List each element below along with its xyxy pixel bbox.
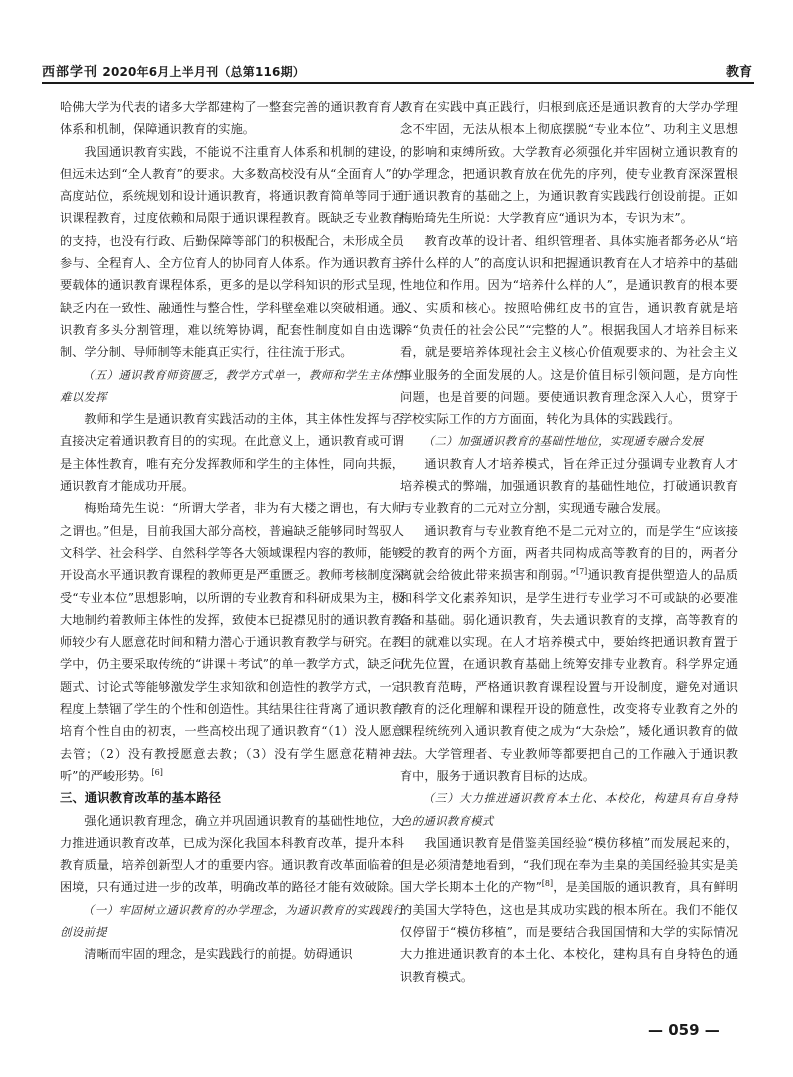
paragraph-text: 我国通识教育是借鉴美国经验“模仿移植”而发展起来的，但是必须清楚地看到，“我们现在奉为圭臬的美国经验其实是美国大学长期本土化的产物”	[400, 835, 738, 895]
paragraph-text: 哈佛大学为代表的诸多大学都建构了一整套完善的通识教育育人体系和机制，保障通识教育的实施。	[60, 100, 404, 137]
paragraph-text: 强化通识教育理念，确立并巩固通识教育的基础性地位，大力推进通识教育改革，已成为深化我国本科教育改革，提升本科教育质量，培养创新型人才的重要内容。通识教育改革面临着的困境，只有通过进一步的改革，明确改革的路径才能有效破除。	[60, 813, 404, 895]
paragraph-text-continued: 通识教育提供塑造人的品质和科学文化素养知识，是学生进行专业学习不可或缺的必要准备和基础。弱化通识教育，失去通识教育的支撑，高等教育的目的就难以实现。在人才培养模式中，要始终把通识教育置于优先位置，在通识教育基础上统筹安排专业教育。科学界定通识教育范畴，严格通识教育课程设置与开设制度，避免对通识教育的泛化理解和课程开设的随意性，改变将专业教育之外的课程统统列入通识教育使之成为“大杂烩”，矮化通识教育的做法。大学管理者、专业教师等都要把自己的工作融入于通识教育中，服务于通识教育目标的达成。	[400, 568, 738, 783]
body-paragraph	[60, 96, 404, 141]
body-paragraph	[60, 141, 404, 364]
paragraph-text: （二）加强通识教育的基础性地位，实现通专融合发展	[422, 434, 704, 449]
body-paragraph	[400, 230, 738, 431]
paragraph-text: 我国通识教育实践，不能说不注重育人体系和机制的建设，但远未达到“全人教育”的要求。大多数高校没有从“全面育人”的高度站位，系统规划和设计通识教育，将通识教育简单等同于通识课程教育，过度依赖和局限于通识课程教育。既缺乏专业教育的支持，也没有行政、后勤保障等部门的积极配合，未形成全员参与、全程育人、全方位育人的协同育人体系。作为通识教育主要载体的通识教育课程体系，更多的是以学科知识的形式呈现，缺乏内在一致性、融通性与整合性，学科壁垒难以突破相通。通识教育多头分割管理，难以统筹协调，配套性制度如自由选课制、学分制、导师制等未能真正实行，往往流于形式。	[60, 144, 404, 360]
citation-ref: [8]	[541, 879, 554, 889]
paragraph-text: 通识教育人才培养模式，旨在斧正过分强调专业教育人才培养模式的弊端，加强通识教育的基础性地位，打破通识教育与专业教育的二元对立分割，实现通专融合发展。	[400, 456, 738, 516]
right-column	[400, 96, 738, 1016]
left-column	[60, 96, 404, 1016]
body-paragraph	[400, 96, 738, 230]
body-paragraph	[400, 453, 738, 520]
body-paragraph	[400, 520, 738, 788]
journal-name: 西部学刊	[42, 65, 99, 80]
subsection-heading	[400, 430, 738, 452]
body-paragraph	[60, 810, 404, 899]
paragraph-text: 梅贻琦先生说：“所谓大学者，非为有大楼之谓也，有大师之谓也。”但是，目前我国大部分高校，普遍缺乏能够同时驾驭人文科学、社会科学、自然科学等各大领域课程内容的教师，能够开设高水平通识教育课程的教师更是严重匮乏。教师考核制度深受“专业本位”思想影响，以所谓的专业教育和科研成果为主，极大地制约着教师主体性的发挥，致使本已捉襟见肘的通识教育教师较少有人愿意花时间和精力潜心于通识教育教学与研究。在教学中，仍主要采取传统的“讲课＋考试”的单一教学方式，缺乏问题式、讨论式等能够激发学生求知欲和创造性的教学方式，一定程度上禁锢了学生的个性和创造性。其结果往往背离了通识教育培育个性自由的初衷，一些高校出现了通识教育“（1）没人愿意去管；（2）没有教授愿意去教；（3）没有学生愿意花精神去听”的严峻形势。	[60, 501, 404, 783]
subsection-heading	[60, 364, 404, 409]
paragraph-text: 清晰而牢固的理念，是实践践行的前提。妨碍通识	[84, 947, 353, 962]
body-paragraph	[60, 497, 404, 787]
citation-ref: [7]	[575, 567, 588, 577]
paragraph-text: 三、通识教育改革的基本路径	[60, 790, 222, 806]
paragraph-text: 教师和学生是通识教育实践活动的主体，其主体性发挥与否直接决定着通识教育目的的实现。在此意义上，通识教育或可谓是主体性教育，唯有充分发挥教师和学生的主体性，同向共振，通识教育才能成功开展。	[60, 412, 404, 494]
journal-info	[42, 61, 305, 80]
subsection-heading	[60, 899, 404, 944]
page-number: — 059 —	[648, 1021, 720, 1039]
body-paragraph	[400, 832, 738, 988]
subsection-heading	[400, 787, 738, 832]
section-heading	[60, 787, 404, 809]
section-label: 教育	[725, 65, 752, 80]
body-paragraph	[60, 408, 404, 497]
paragraph-text: 教育在实践中真正践行，归根到底还是通识教育的大学办学理念不牢固，无法从根本上彻底摆脱“专业本位”、功利主义思想的影响和束缚所致。大学教育必须强化并牢固树立通识教育的办学理念，把通识教育放在优先的序列，使专业教育深深置根于通识教育的基础之上，为通识教育实践践行创设前提。正如梅贻琦先生所说：大学教育应“通识为本，专识为末”。	[400, 100, 738, 226]
paragraph-text: 教育改革的设计者、组织管理者、具体实施者都务必从“培养什么样的人”的高度认识和把握通识教育在人才培养中的基础性地位和作用。因为“培养什么样的人”，是通识教育的根本要义、实质和核心。按照哈佛红皮书的宣告，通识教育就是培养“负责任的社会公民”“完整的人”。根据我国人才培养目标来看，就是要培养体现社会主义核心价值观要求的、为社会主义事业服务的全面发展的人。这是价值目标引领问题，是方向性问题，也是首要的问题。要使通识教育理念深入人心，贯穿于学校实际工作的方方面面，转化为具体的实践践行。	[400, 233, 738, 427]
paragraph-text: （五）通识教育师资匮乏，教学方式单一，教师和学生主体性难以发挥	[60, 367, 404, 404]
paragraph-text-continued: ，是美国版的通识教育，具有鲜明的美国大学特色，这也是其成功实践的根本所在。我们不能仅仅停留于“模仿移植”，而是要结合我国国情和大学的实际情况大力推进通识教育的本土化、本校化，建构具有自身特色的通识教育模式。	[400, 880, 738, 984]
paragraph-text: 通识教育与专业教育绝不是二元对立的，而是学生“应该接受的教育的两个方面，两者共同构成高等教育的目的，两者分离就会给彼此带来损害和削弱。”	[400, 523, 738, 583]
journal-issue: 2020年6月上半月刊（总第116期）	[102, 65, 306, 79]
body-paragraph	[60, 943, 404, 965]
paragraph-text: （一）牢固树立通识教育的办学理念，为通识教育的实践践行创设前提	[60, 902, 404, 939]
paragraph-text: （三）大力推进通识教育本土化、本校化，构建具有自身特色的通识教育模式	[400, 791, 738, 828]
page-header	[42, 58, 754, 84]
citation-ref: [6]	[151, 767, 163, 777]
